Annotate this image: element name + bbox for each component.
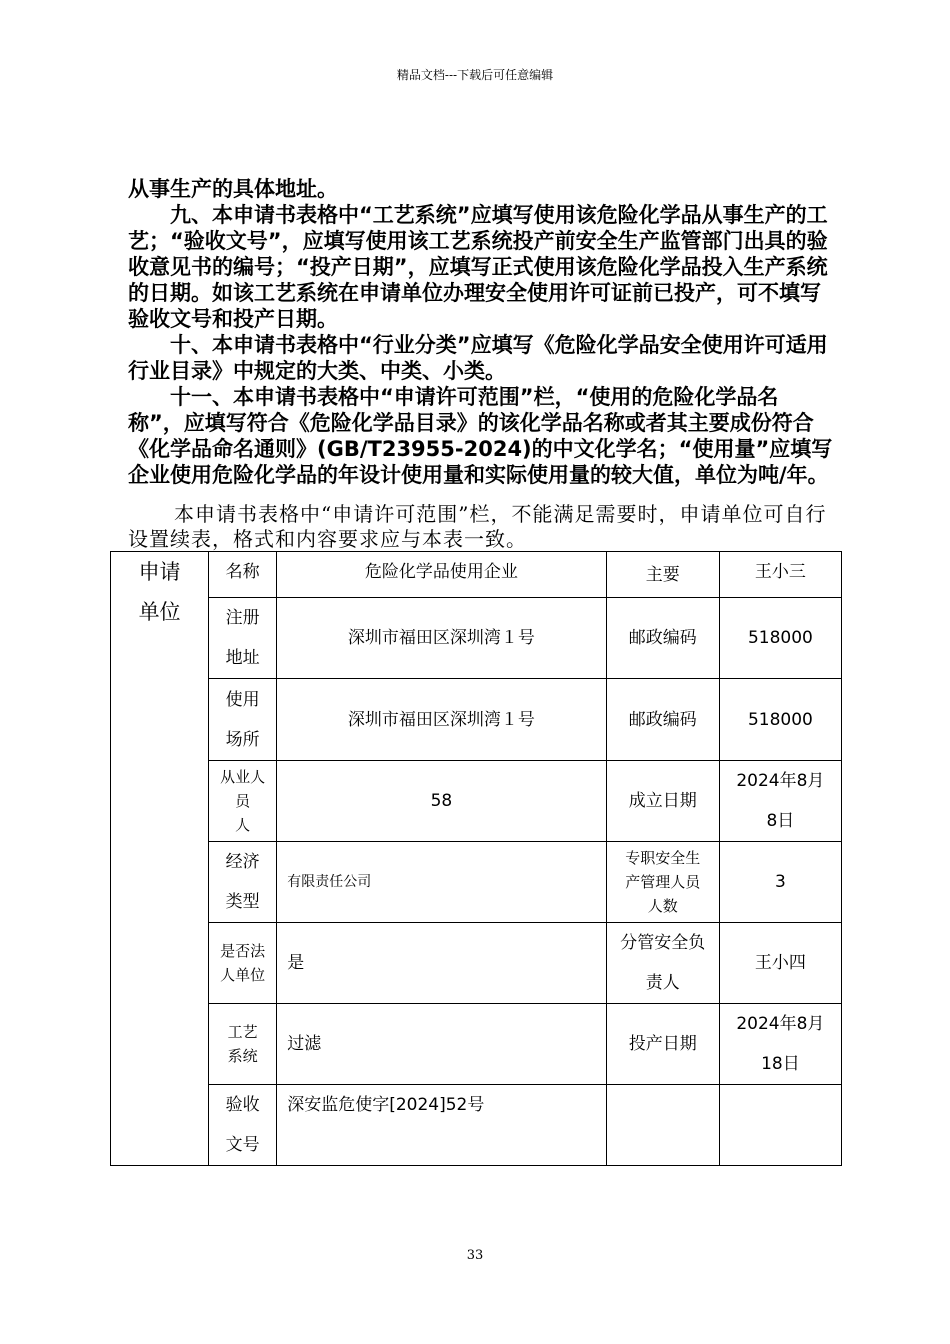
- founded-value: [719, 761, 841, 842]
- reg-address-value: 深圳市福田区深圳湾１号: [277, 598, 606, 679]
- staff-value: 58: [277, 761, 606, 842]
- safety-staff-label: [606, 842, 719, 923]
- safety-head-label-1: 分管安全负: [620, 933, 706, 953]
- legal-entity-label: [209, 923, 277, 1004]
- econ-type-value: 有限责任公司: [277, 842, 606, 923]
- econ-label-2: 类型: [225, 892, 260, 912]
- site-label-1: 使用: [225, 689, 260, 710]
- postcode-value-2: 518000: [719, 679, 841, 761]
- production-date-label: 投产日期: [606, 1004, 719, 1085]
- process-label-1: 工艺: [227, 1023, 258, 1041]
- applicant-label-1: 申请: [138, 560, 181, 584]
- prod-date-value-2: 18日: [761, 1054, 800, 1074]
- prod-date-value-1: 2024年8月: [736, 1014, 825, 1034]
- site-label: [209, 679, 277, 761]
- note-text: 本申请书表格中“申请许可范围”栏，不能满足需要时，申请单位可自行设置续表，格式和内容要求应与本表一致。: [128, 502, 827, 551]
- safety-staff-label-1: 专职安全生: [625, 849, 701, 867]
- paragraph-continuation: 从事生产的具体地址。: [128, 177, 338, 201]
- founded-value-2: 8日: [766, 811, 795, 831]
- legal-label-1: 是否法: [220, 942, 266, 960]
- paragraph-ten: 十、本申请书表格中“行业分类”应填写《危险化学品安全使用许可适用行业目录》中规定的大类、中类、小类。: [128, 333, 828, 383]
- legal-entity-value: 是: [277, 923, 606, 1004]
- safety-head-value: 王小四: [719, 923, 841, 1004]
- staff-label: [209, 761, 277, 842]
- legal-label-2: 人单位: [220, 966, 266, 984]
- principal-label: 主要: [606, 552, 719, 598]
- reg-label-1: 注册: [225, 608, 260, 628]
- postcode-label-1: 邮政编码: [606, 598, 719, 679]
- name-label: 名称: [209, 552, 277, 598]
- page-header: 精品文档---下载后可任意编辑: [396, 68, 554, 82]
- applicant-label-2: 单位: [138, 600, 181, 624]
- applicant-info-table: [110, 551, 842, 1166]
- reg-address-label: [209, 598, 277, 679]
- safety-head-label-2: 责人: [645, 973, 680, 993]
- postcode-value-1: 518000: [719, 598, 841, 679]
- founded-label: 成立日期: [606, 761, 719, 842]
- acceptance-no-value: 深安监危使字[2024]52号: [277, 1085, 606, 1166]
- applicant-unit-header: [111, 552, 209, 1166]
- safety-staff-label-3: 人数: [647, 897, 678, 915]
- site-label-2: 场所: [225, 729, 260, 750]
- process-label-2: 系统: [227, 1047, 258, 1065]
- empty-cell-2: [719, 1085, 841, 1166]
- instructions-text: [128, 176, 833, 488]
- safety-staff-label-2: 产管理人员: [625, 873, 701, 891]
- process-system-value: 过滤: [277, 1004, 606, 1085]
- econ-type-label: [209, 842, 277, 923]
- production-date-value: [719, 1004, 841, 1085]
- empty-cell-1: [606, 1085, 719, 1166]
- site-value: 深圳市福田区深圳湾１号: [277, 679, 606, 761]
- safety-head-label: [606, 923, 719, 1004]
- continuation-note: [128, 502, 833, 552]
- staff-label-1: 从业人: [220, 768, 266, 786]
- founded-value-1: 2024年8月: [736, 771, 825, 791]
- paragraph-eleven: 十一、本申请书表格中“申请许可范围”栏，“使用的危险化学品名称”，应填写符合《危险化学品目录》的该化学品名称或者其主要成份符合《化学品命名通则》(GB/T23955-2024)的中文化学名；“使用量”应填写企业使用危险化学品的年设计使用量和实际使用量的较大值，单位为吨/年。: [128, 385, 833, 487]
- process-system-label: [209, 1004, 277, 1085]
- staff-label-2: 员: [235, 792, 251, 810]
- econ-label-1: 经济: [225, 852, 260, 872]
- page-number: 33: [466, 1248, 484, 1263]
- name-value: 危险化学品使用企业: [277, 552, 606, 598]
- reg-label-2: 地址: [225, 648, 260, 668]
- staff-label-3: 人: [235, 816, 251, 834]
- accept-label-1: 验收: [225, 1095, 260, 1115]
- principal-value: 王小三: [719, 552, 841, 598]
- accept-label-2: 文号: [225, 1135, 260, 1155]
- paragraph-nine: 九、本申请书表格中“工艺系统”应填写使用该危险化学品从事生产的工艺；“验收文号”，应填写使用该工艺系统投产前安全生产监管部门出具的验收意见书的编号；“投产日期”，应填写正式使用该危险化学品投入生产系统的日期。如该工艺系统在申请单位办理安全使用许可证前已投产，可不填写验收文号和投产日期。: [128, 203, 828, 331]
- postcode-label-2: 邮政编码: [606, 679, 719, 761]
- acceptance-no-label: [209, 1085, 277, 1166]
- safety-staff-value: 3: [719, 842, 841, 923]
